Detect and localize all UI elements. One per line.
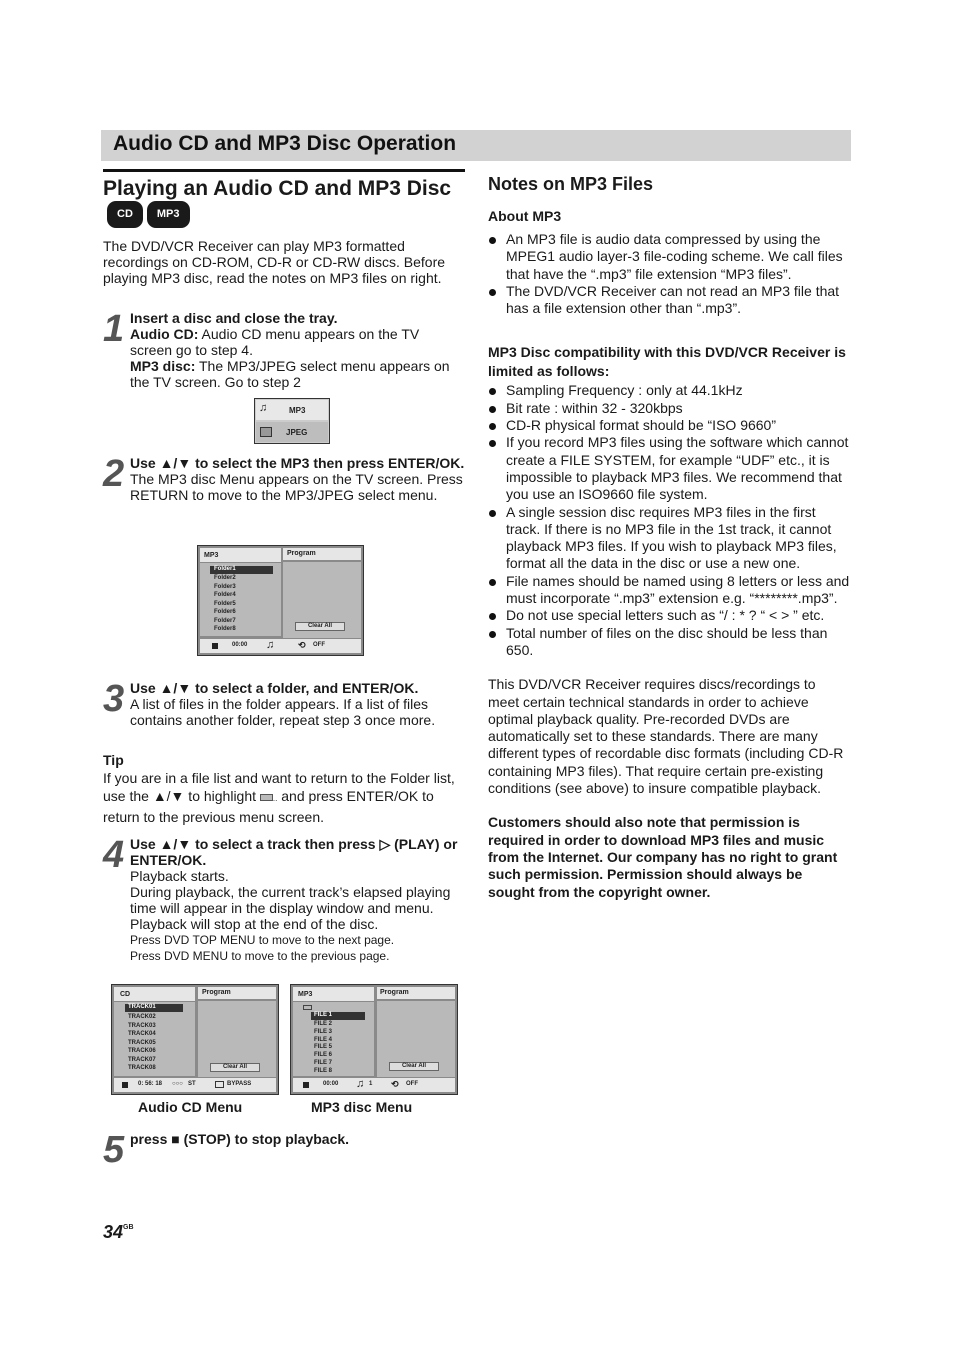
menu-item-jpeg-label: JPEG (286, 428, 308, 437)
stop-icon (212, 643, 218, 649)
list-item: Do not use special letters such as “/ : * ? “ < > ” etc. (488, 607, 850, 624)
tip-text: If you are in a file list and want to return to the Folder list, use the ▲/▼ to highlight .. and press ENTER/OK to return to the previous menu screen. (103, 770, 455, 825)
file-item[interactable]: FILE 8 (314, 1068, 333, 1074)
repeat-status: OFF (313, 642, 325, 648)
track-list-header (114, 987, 195, 1001)
step-3-body: A list of files in the folder appears. If a list of files contains another folder, repeat step 3 once more. (130, 696, 436, 728)
stereo-label: ST (188, 1081, 196, 1087)
audio-mode-icon (215, 1081, 224, 1088)
program-pane (198, 1001, 276, 1077)
folder-list-title: MP3 (204, 552, 219, 559)
step-5 (103, 1129, 465, 1171)
list-item: Sampling Frequency : only at 44.1kHz (488, 382, 850, 399)
step-2-body: The MP3 disc Menu appears on the TV screen. Press RETURN to move to the MP3/JPEG select menu. (130, 471, 463, 503)
folder-item[interactable]: Folder6 (214, 609, 236, 615)
folder-list-pane (200, 563, 281, 636)
left-heading (103, 176, 465, 228)
repeat-icon: ⟲ (391, 1079, 399, 1089)
file-list-header (293, 987, 374, 1001)
clear-all-button[interactable]: Clear All (295, 622, 345, 631)
track-item[interactable]: TRACK07 (128, 1056, 156, 1063)
track-number: 1 (369, 1081, 373, 1087)
program-title: Program (202, 989, 231, 996)
folder-item[interactable]: Folder7 (214, 617, 236, 624)
folder-item[interactable]: Folder5 (214, 600, 236, 607)
list-item: If you record MP3 files using the software which cannot create a FILE SYSTEM, for example “UDF” etc., it is impossible to playback MP3 files. We recommend that you use an ISO9660 file system. (488, 434, 850, 503)
elapsed-time: 00:00 (232, 642, 248, 648)
mp3-badge: MP3 (147, 201, 190, 228)
program-header (377, 987, 455, 999)
folder-item[interactable]: Folder3 (214, 583, 236, 590)
menu-item-mp3-label: MP3 (289, 406, 306, 415)
step-1-title: Insert a disc and close the tray. (130, 310, 338, 326)
left-column-rule (103, 169, 465, 172)
requirements-paragraph: This DVD/VCR Receiver requires discs/recordings to meet certain technical standards in order to achieve optimal playback quality. Pre-recorded DVDs are automatically set to these standards. There are many different types of recordable disc formats (including CD-R containing MP3 files). That require certain pre-existing conditions (see above) to insure compatible playback. (488, 676, 844, 797)
step-4-number: 4 (103, 834, 125, 876)
step-3 (103, 680, 465, 728)
folder-item[interactable]: Folder2 (214, 575, 236, 581)
track-item[interactable]: TRACK08 (128, 1065, 156, 1071)
menu-item-jpeg[interactable] (256, 422, 328, 442)
step-4-body1: Playback starts. (130, 868, 229, 884)
file-item[interactable]: FILE 2 (314, 1021, 333, 1027)
list-item: CD-R physical format should be “ISO 9660” (488, 417, 850, 434)
left-column (103, 169, 465, 286)
mp3-jpeg-select-menu (254, 398, 330, 444)
picture-icon (260, 427, 272, 437)
left-heading-text: Playing an Audio CD and MP3 Disc (103, 177, 452, 200)
step-4-title: Use ▲/▼ to select a track then press ▷ (PLAY) or ENTER/OK. (130, 836, 458, 868)
step-3-number: 3 (103, 678, 125, 720)
notes-heading: Notes on MP3 Files (488, 174, 654, 194)
file-item[interactable]: FILE 6 (314, 1052, 333, 1058)
stop-icon (122, 1082, 128, 1088)
folder-item[interactable]: Folder1 (210, 566, 273, 574)
step-4 (103, 836, 465, 964)
menu-item-mp3[interactable] (256, 400, 328, 420)
compat-title: MP3 Disc compatibility with this DVD/VCR Receiver is limited as follows: (488, 344, 846, 380)
status-bar (293, 1078, 455, 1092)
about-mp3-list (488, 231, 850, 317)
step-4-note-prev: Press DVD MENU to move to the previous page. (130, 949, 390, 963)
file-list-title: MP3 (298, 991, 313, 998)
clear-all-button[interactable]: Clear All (389, 1062, 439, 1071)
mp3-disc-menu-screen (290, 984, 458, 1095)
mp3-disc-menu-caption: MP3 disc Menu (311, 1099, 413, 1115)
step-2-title: Use ▲/▼ to select the MP3 then press ENTER/OK. (130, 455, 465, 471)
tip-box (103, 751, 465, 826)
music-note-icon: ♫ (266, 639, 275, 651)
bypass-label: BYPASS (227, 1081, 252, 1087)
list-item: File names should be named using 8 letters or less and must incorporate “.mp3” extension e.g. “********.mp3”. (488, 573, 850, 608)
list-item: A single session disc requires MP3 files in the first track. If there is no MP3 file in the 1st track, it cannot playback MP3 files. If you wish to playback MP3 files, format all the data in the disc or use a new one. (488, 504, 850, 573)
intro-text: The DVD/VCR Receiver can play MP3 formatted recordings on CD-ROM, CD-R or CD-RW discs. Before playing MP3 disc, read the notes on MP3 files on right. (103, 238, 446, 286)
track-item[interactable]: TRACK06 (128, 1048, 156, 1054)
file-item[interactable]: FILE 3 (314, 1029, 333, 1035)
folder-up-icon[interactable] (303, 1005, 312, 1010)
track-item[interactable]: TRACK02 (128, 1014, 156, 1020)
mp3-folder-menu-screen (197, 545, 364, 656)
track-list-title: CD (120, 991, 131, 998)
program-title: Program (380, 989, 409, 996)
list-item: An MP3 file is audio data compressed by using the MPEG1 audio layer-3 file-coding scheme. We call files that have the “.mp3” file extension “MP3 files”. (488, 231, 850, 283)
permission-paragraph: Customers should also note that permission is required in order to download MP3 files and music from the Internet. Our company has no right to grant such permission. Permission should always be sought from the copyright owner. (488, 814, 838, 900)
surround-icon: ○○○ (172, 1081, 183, 1087)
list-item: The DVD/VCR Receiver can not read an MP3 file that has a file extension other than “.mp3”. (488, 283, 850, 318)
stop-icon (303, 1082, 309, 1088)
list-item: Bit rate : within 32 - 320kbps (488, 400, 850, 417)
track-item[interactable]: TRACK05 (128, 1039, 156, 1046)
step-1 (103, 310, 465, 390)
file-item[interactable]: FILE 4 (314, 1037, 333, 1043)
track-item[interactable]: TRACK01 (125, 1004, 183, 1012)
status-bar (114, 1078, 276, 1092)
program-pane (283, 562, 361, 638)
section-title: Audio CD and MP3 Disc Operation (113, 132, 457, 155)
repeat-icon: ⟲ (298, 640, 306, 650)
page-suffix: GB (123, 1224, 134, 1231)
step-4-note-next: Press DVD TOP MENU to move to the next page. (130, 933, 395, 947)
step-1-mp3: MP3 disc: The MP3/JPEG select menu appears on the TV screen. Go to step 2 (130, 358, 450, 390)
audio-cd-menu-screen (111, 984, 279, 1095)
file-item[interactable]: FILE 7 (314, 1060, 333, 1066)
file-item[interactable]: FILE 5 (314, 1044, 333, 1050)
right-column (488, 174, 850, 901)
file-list-pane (293, 1002, 374, 1076)
file-item[interactable]: FILE 1 (311, 1012, 365, 1020)
folder-item[interactable]: Folder8 (214, 626, 236, 632)
section-header-bar (101, 130, 851, 161)
about-mp3-title: About MP3 (488, 208, 562, 224)
track-item[interactable]: TRACK03 (128, 1022, 156, 1029)
music-note-icon: ♫ (259, 402, 268, 414)
status-bar (200, 639, 361, 653)
folder-item[interactable]: Folder4 (214, 592, 236, 598)
folder-up-icon (260, 794, 273, 801)
repeat-status: OFF (406, 1081, 418, 1087)
elapsed-time: 00:00 (323, 1081, 339, 1087)
step-3-title: Use ▲/▼ to select a folder, and ENTER/OK. (130, 680, 419, 696)
music-note-icon: ♫ (356, 1078, 365, 1090)
folder-list-header (200, 548, 281, 562)
step-5-number: 5 (103, 1129, 125, 1171)
step-5-title: press ■ (STOP) to stop playback. (130, 1131, 350, 1147)
step-1-audio: Audio CD: Audio CD menu appears on the TV screen go to step 4. (130, 326, 420, 358)
step-4-body2: During playback, the current track’s elapsed playing time will appear in the display window and menu. Playback will stop at the end of the disc. (130, 884, 451, 932)
program-title: Program (287, 550, 316, 557)
track-list-pane (114, 1002, 195, 1076)
track-item[interactable]: TRACK04 (128, 1031, 156, 1037)
step-1-number: 1 (103, 308, 125, 350)
program-header (283, 548, 361, 560)
list-item: Total number of files on the disc should be less than 650. (488, 625, 850, 660)
compat-list (488, 382, 850, 659)
page-number: $34^{GB}$ (103, 1222, 134, 1242)
elapsed-time: 0: 56: 18 (138, 1081, 163, 1087)
step-2 (103, 455, 465, 503)
program-header (198, 987, 276, 999)
clear-all-button[interactable]: Clear All (210, 1063, 260, 1072)
program-pane (377, 1001, 455, 1077)
audio-cd-menu-caption: Audio CD Menu (138, 1099, 243, 1115)
tip-title: Tip (103, 752, 124, 768)
step-2-number: 2 (103, 453, 125, 495)
cd-badge: CD (107, 201, 143, 228)
